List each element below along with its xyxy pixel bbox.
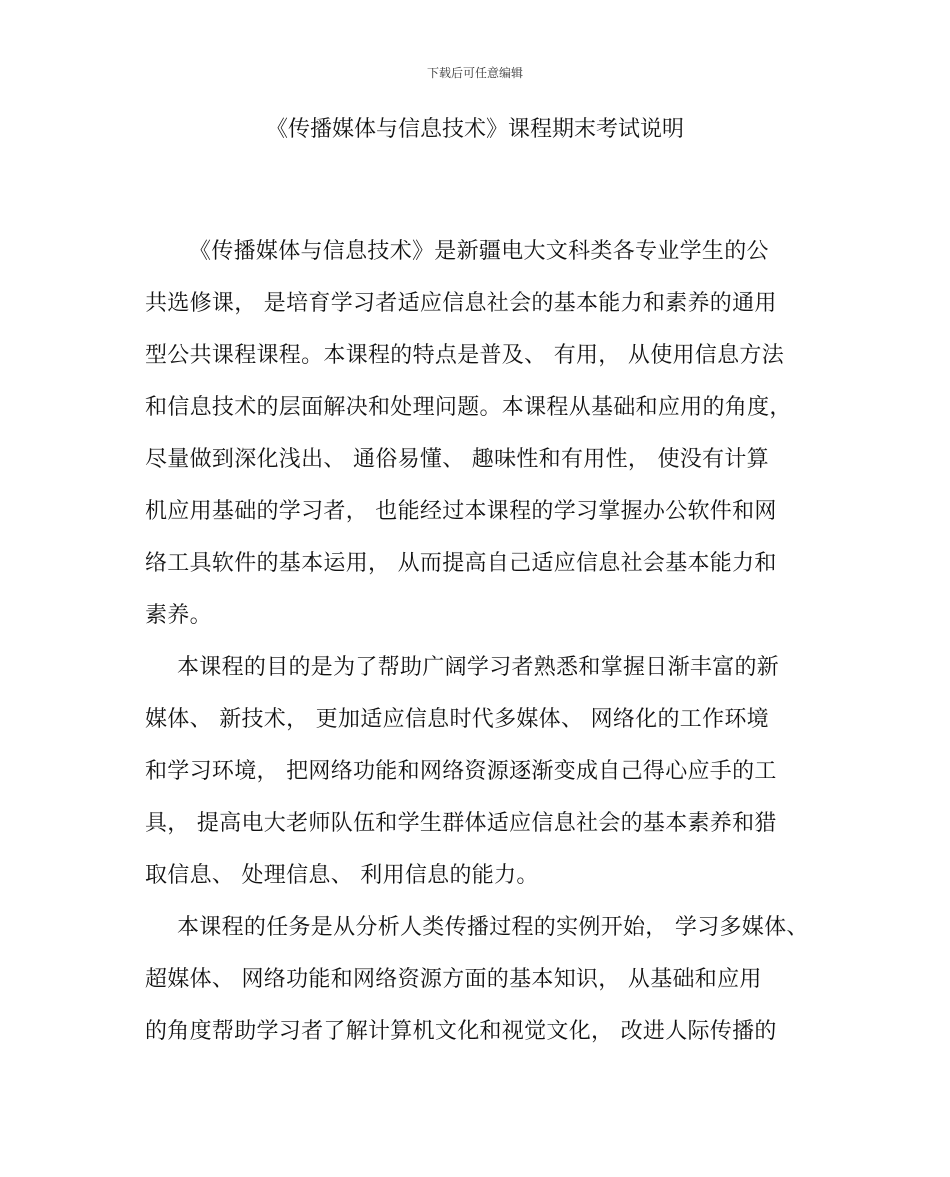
body-line: 尽量做到深化浅出、 通俗易懂、 趣味性和有用性， 使没有计算 [145, 447, 769, 472]
body-line: 机应用基础的学习者， 也能经过本课程的学习掌握办公软件和网 [145, 499, 777, 524]
body-line: 媒体、 新技术， 更加适应信息时代多媒体、 网络化的工作环境 [145, 707, 769, 732]
body-line: 本课程的任务是从分析人类传播过程的实例开始， 学习多媒体、 [177, 915, 809, 940]
body-line: 素养。 [145, 603, 212, 628]
body-line: 本课程的目的是为了帮助广阔学习者熟悉和掌握日渐丰富的新 [177, 655, 780, 680]
body-line: 络工具软件的基本运用， 从而提高自己适应信息社会基本能力和 [145, 551, 777, 576]
body-line: 《传播媒体与信息技术》是新疆电大文科类各专业学生的公 [189, 239, 769, 264]
body-line: 的角度帮助学习者了解计算机文化和视觉文化， 改进人际传播的 [145, 1019, 777, 1044]
body-line: 和学习环境， 把网络功能和网络资源逐渐变成自己得心应手的工 [145, 759, 777, 784]
body-line: 具， 提高电大老师队伍和学生群体适应信息社会的基本素养和猎 [145, 811, 777, 836]
body-line: 共选修课， 是培育学习者适应信息社会的基本能力和素养的通用 [145, 291, 777, 316]
header-note: 下载后可任意编辑 [426, 66, 523, 80]
document-title: 《传播媒体与信息技术》课程期末考试说明 [265, 117, 684, 142]
document-body [145, 232, 845, 1064]
body-line: 和信息技术的层面解决和处理问题。本课程从基础和应用的角度， [145, 395, 792, 420]
body-line: 超媒体、 网络功能和网络资源方面的基本知识， 从基础和应用 [145, 967, 762, 992]
body-line: 型公共课程课程。本课程的特点是普及、 有用， 从使用信息方法 [145, 343, 784, 368]
body-line: 取信息、 处理信息、 利用信息的能力。 [145, 863, 539, 888]
